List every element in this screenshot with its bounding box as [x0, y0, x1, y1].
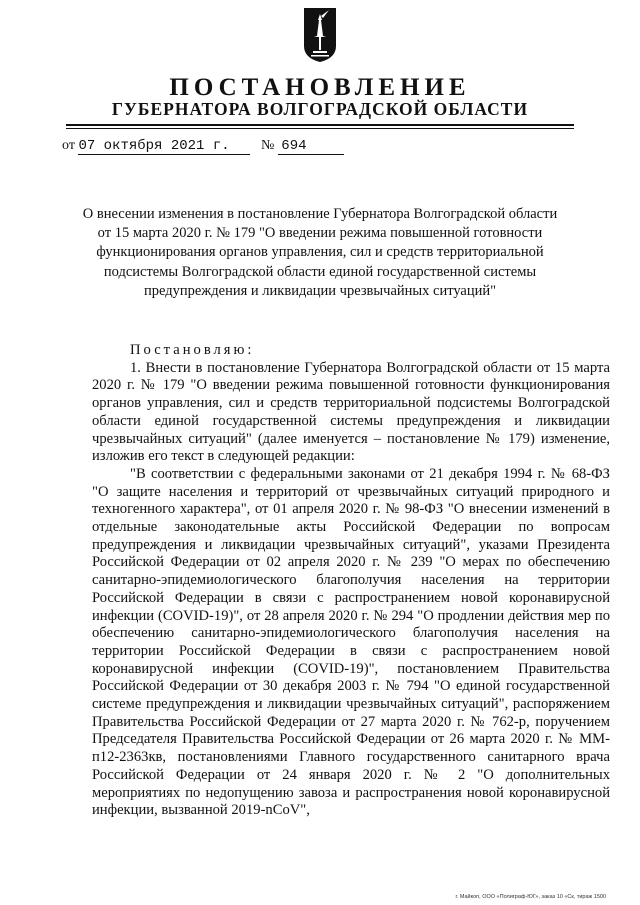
volgograd-coat-of-arms-icon [302, 6, 338, 64]
date-field: 07 октября 2021 г. [78, 138, 250, 155]
legal-basis-paragraph: "В соответствии с федеральными законами от 21 декабря 1994 г. № 68-ФЗ "О защите населения и территорий от чрезвычайных ситуаций природного и техногенного характера", от 01 апреля 2020 г. № 98-ФЗ "О внесении изменений в отдельные законодательные акты Российской Федерации по вопросам предупреждения и ликвидации чрезвычайных ситуаций", указами Президента Российской Федерации от 02 апреля 2020 г. № 239 "О мерах по обеспечению санитарно-эпидемиологического благополучия населения на территории Российской Федерации в связи с распространением новой коронавирусной инфекции (COVID-19)", от 28 апреля 2020 г. № 294 "О продлении действия мер по обеспечению санитарно-эпидемиологического благополучия населения на территории Российской Федерации в связи с распространением новой коронавирусной инфекции (COVID-19)", постановлением Правительства Российской Федерации от 30 декабря 2003 г. № 794 "О единой государственной системе предупреждения и ликвидации чрезвычайных ситуаций", распоряжением Правительства Российской Федерации от 27 марта 2020 г. № 762-р, поручением Председателя Правительства Российской Федерации от 26 марта 2020 г. № ММ-п12-2363кв, постановлениями Главного государственного санитарного врача Российской Федерации от 24 января 2020 г. № 2 "О дополнительных мероприятиях по недопущению завоза и распространения новой коронавирусной инфекции, вызванной 2019-nCoV", [92, 465, 610, 819]
subject-line: О внесении изменения в постановление Губернатора Волгоградской области [82, 206, 558, 222]
subject-line: подсистемы Волгоградской области единой государственной системы [103, 263, 537, 280]
document-subtitle: ГУБЕРНАТОРА ВОЛГОГРАДСКОЙ ОБЛАСТИ [111, 99, 529, 119]
number-sign: № [260, 138, 275, 153]
from-label: от [62, 138, 75, 153]
document-body [92, 342, 610, 820]
document-title: ПОСТАНОВЛЕНИЕ [169, 74, 471, 101]
document-date-number-line [62, 138, 344, 155]
subject-line: предупреждения и ликвидации чрезвычайных ситуаций" [143, 282, 497, 299]
decree-word: Постановляю: [130, 342, 255, 358]
item-1-paragraph: 1. Внести в постановление Губернатора Волгоградской области от 15 марта 2020 г. № 179 "О введении режима повышенной готовности функционирования органов управления, сил и средств территориальной подсистемы Волгоградской области единой государственной системы предупреждения и ликвидации чрезвычайных ситуаций" (далее именуется – постановление № 179) изменение, изложив его текст в следующей редакции: [92, 359, 610, 465]
print-footer: г. Майкоп, ООО «Полиграф-ЮГ», заказ 10 «Ск, тираж 1500 [455, 894, 606, 900]
document-subject [82, 205, 558, 301]
subject-line: функционирования органов управления, сил и средств территориальной [96, 244, 544, 261]
subject-line: от 15 марта 2020 г. № 179 "О введении режима повышенной готовности [97, 225, 543, 242]
number-field: 694 [278, 138, 344, 155]
header-rule-thin [66, 128, 574, 129]
header-rule [66, 124, 574, 126]
